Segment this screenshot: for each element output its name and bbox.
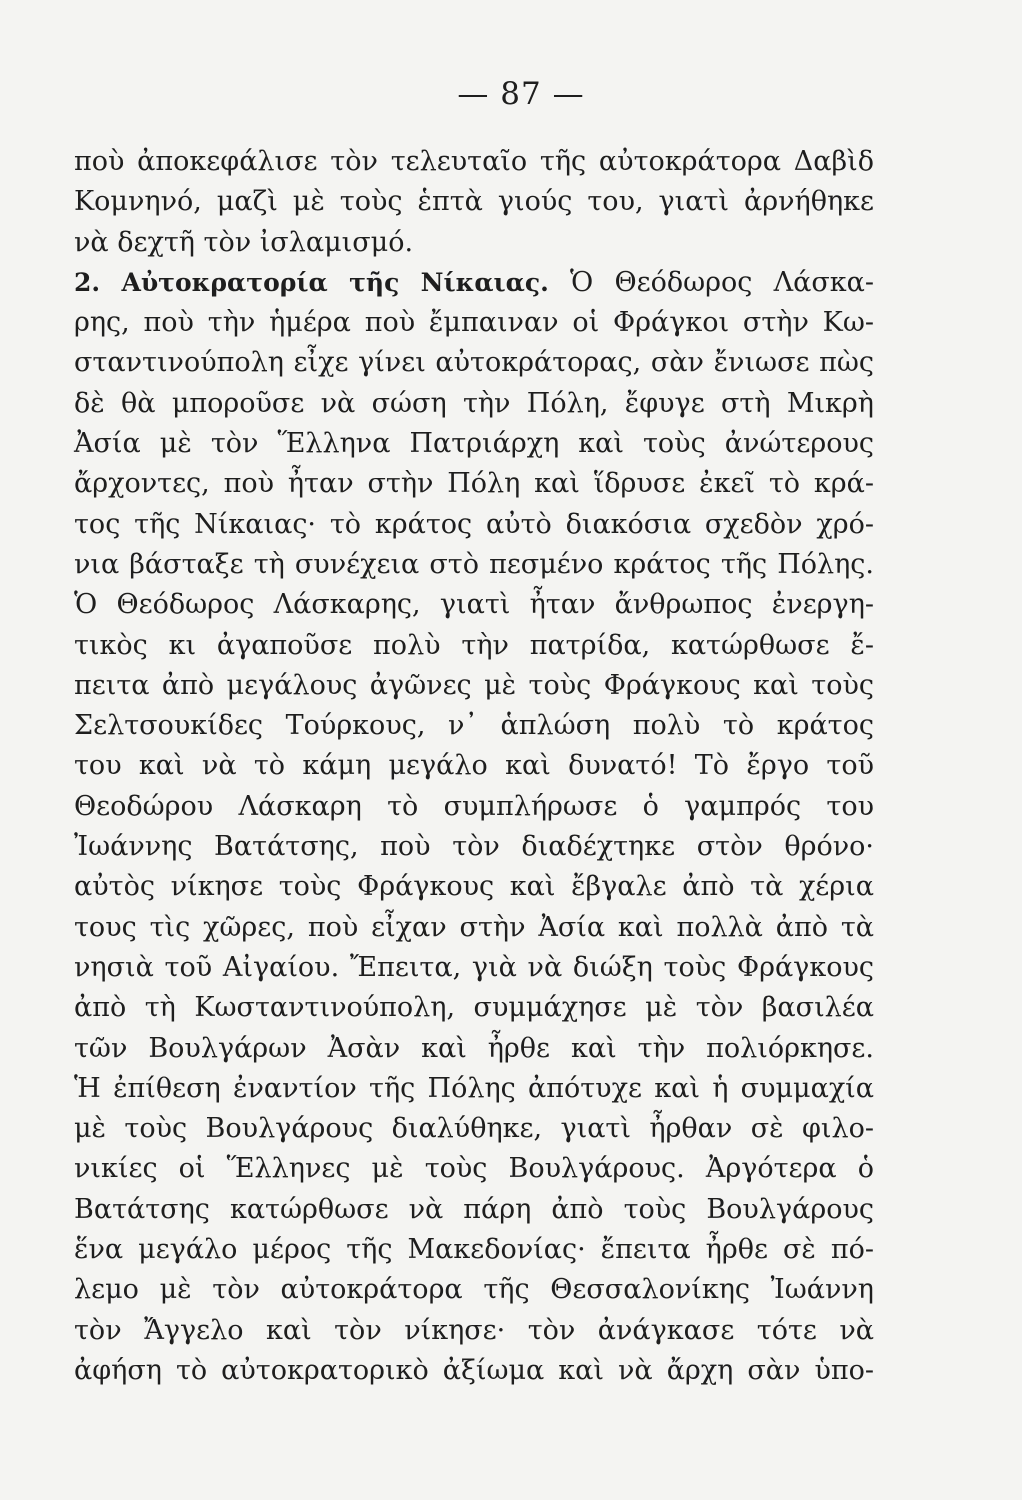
text-line-29: λεμο μὲ τὸν αὐτοκράτορα τῆς Θεσσαλονίκης Ἰωάννη <box>74 1274 874 1306</box>
section-heading: 2. Αὐτοκρατορία τῆς Νίκαιας. <box>74 267 549 297</box>
text-line-27: Βατάτσης κατώρθωσε νὰ πάρη ἀπὸ τοὺς Βουλγάρους <box>74 1193 874 1225</box>
text-line-30: τὸν Ἄγγελο καὶ τὸν νίκησε· τὸν ἀνάγκασε τότε νὰ <box>74 1314 874 1346</box>
text-line-19: αὐτὸς νίκησε τοὺς Φράγκους καὶ ἔβγαλε ἀπὸ τὰ χέρια <box>74 871 874 903</box>
text-line-10: τος τῆς Νίκαιας· τὸ κράτος αὐτὸ διακόσια σχεδὸν χρό- <box>74 508 874 540</box>
text-line-7: δὲ θὰ μποροῦσε νὰ σώση τὴν Πόλη, ἔφυγε στὴ Μικρὴ <box>74 387 874 419</box>
text-line-21: νησιὰ τοῦ Αἰγαίου. Ἔπειτα, γιὰ νὰ διώξη τοὺς Φράγκους <box>74 951 874 983</box>
text-line-11: νια βάσταξε τὴ συνέχεια στὸ πεσμένο κράτος τῆς Πόλης. <box>74 548 874 580</box>
text-line-18: Ἰωάννης Βατάτσης, ποὺ τὸν διαδέχτηκε στὸν θρόνο· <box>74 831 874 863</box>
text-line-3: νὰ δεχτῆ τὸν ἰσλαμισμό. <box>74 226 414 258</box>
text-line-15: Σελτσουκίδες Τούρκους, ν᾽ ἁπλώση πολὺ τὸ κράτος <box>74 710 874 742</box>
text-line-20: τους τὶς χῶρες, ποὺ εἶχαν στὴν Ἀσία καὶ πολλὰ ἀπὸ τὰ <box>74 911 874 943</box>
text-line-13: τικὸς κι ἀγαποῦσε πολὺ τὴν πατρίδα, κατώρθωσε ἔ- <box>74 629 874 661</box>
text-line-2: Κομνηνό, μαζὶ μὲ τοὺς ἑπτὰ γιούς του, γιατὶ ἀρνήθηκε <box>74 186 874 218</box>
text-line-23: τῶν Βουλγάρων Ἀσὰν καὶ ἦρθε καὶ τὴν πολιόρκησε. <box>74 1032 874 1064</box>
page-number: — 87 — <box>457 76 585 112</box>
section-heading-line <box>74 263 874 303</box>
text-line-25: μὲ τοὺς Βουλγάρους διαλύθηκε, γιατὶ ἦρθαν σὲ φιλο- <box>74 1113 874 1145</box>
text-line-1: ποὺ ἀποκεφάλισε τὸν τελευταῖο τῆς αὐτοκράτορα Δαβὶδ <box>74 146 874 177</box>
text-line-12: Ὁ Θεόδωρος Λάσκαρης, γιατὶ ἦταν ἄνθρωπος ἐνεργη- <box>74 589 874 621</box>
text-line-14: πειτα ἀπὸ μεγάλους ἀγῶνες μὲ τοὺς Φράγκους καὶ τοὺς <box>74 669 874 701</box>
body-text <box>74 142 874 1391</box>
text-line-17: Θεοδώρου Λάσκαρη τὸ συμπλήρωσε ὁ γαμπρός του <box>74 790 874 822</box>
text-line-9: ἄρχοντες, ποὺ ἦταν στὴν Πόλη καὶ ἵδρυσε ἐκεῖ τὸ κρά- <box>74 468 874 500</box>
text-line-6: σταντινούπολη εἶχε γίνει αὐτοκράτορας, σὰν ἔνιωσε πὼς <box>74 347 874 379</box>
text-line-31: ἀφήση τὸ αὐτοκρατορικὸ ἀξίωμα καὶ νὰ ἄρχη σὰν ὑπο- <box>74 1354 874 1386</box>
section-heading-continuation: Ὁ Θεόδωρος Λάσκα- <box>570 266 874 298</box>
text-line-28: ἕνα μεγάλο μέρος τῆς Μακεδονίας· ἔπειτα ἦρθε σὲ πό- <box>74 1234 874 1266</box>
text-line-5: ρης, ποὺ τὴν ἡμέρα ποὺ ἔμπαιναν οἱ Φράγκοι στὴν Κω- <box>74 307 874 339</box>
text-line-8: Ἀσία μὲ τὸν Ἕλληνα Πατριάρχη καὶ τοὺς ἀνώτερους <box>74 428 874 460</box>
text-line-24: Ἡ ἐπίθεση ἐναντίον τῆς Πόλης ἀπότυχε καὶ ἡ συμμαχία <box>74 1072 874 1104</box>
text-line-26: νικίες οἱ Ἕλληνες μὲ τοὺς Βουλγάρους. Ἀργότερα ὁ <box>74 1153 874 1185</box>
text-line-22: ἀπὸ τὴ Κωσταντινούπολη, συμμάχησε μὲ τὸν βασιλέα <box>74 992 874 1024</box>
text-line-16: του καὶ νὰ τὸ κάμη μεγάλο καὶ δυνατό! Τὸ ἔργο τοῦ <box>74 750 874 782</box>
